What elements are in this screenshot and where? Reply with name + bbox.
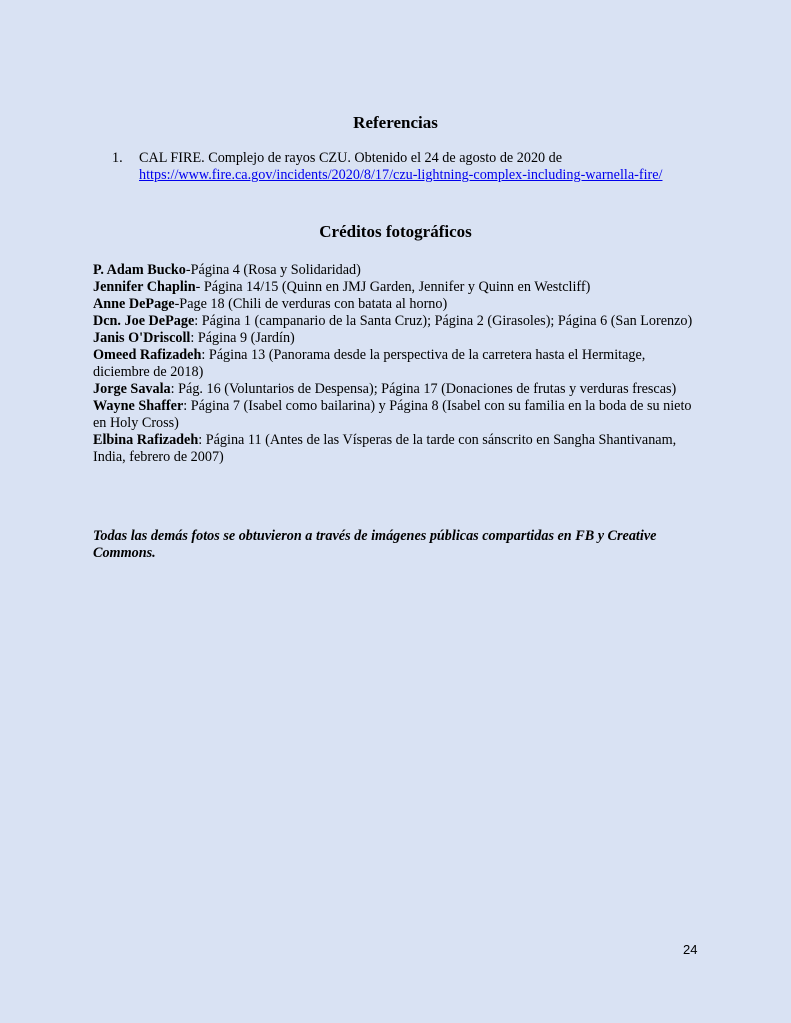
credit-entry xyxy=(93,347,705,381)
credit-text: : Pág. 16 (Voluntarios de Despensa); Página 17 (Donaciones de frutas y verduras frescas) xyxy=(170,381,677,397)
credit-text: : Página 11 (Antes de las Vísperas de la tarde con sánscrito en Sangha Shantivanam, India, febrero de 2007) xyxy=(93,432,677,465)
credit-name: Omeed Rafizadeh xyxy=(93,347,202,363)
reference-link[interactable]: https://www.fire.ca.gov/incidents/2020/8/17/czu-lightning-complex-including-warnella-fire/ xyxy=(139,167,663,183)
credit-entry xyxy=(93,432,705,466)
reference-text: CAL FIRE. Complejo de rayos CZU. Obtenido el 24 de agosto de 2020 de xyxy=(139,150,563,166)
credit-name: Elbina Rafizadeh xyxy=(93,432,199,448)
credit-text: : Página 1 (campanario de la Santa Cruz); Página 2 (Girasoles); Página 6 (San Lorenzo) xyxy=(194,313,693,329)
credit-entry xyxy=(93,381,705,398)
photo-credits-list xyxy=(93,262,705,466)
credit-name: Janis O'Driscoll xyxy=(93,330,191,346)
credit-entry xyxy=(93,398,705,432)
reference-number: 1. xyxy=(112,150,123,166)
credit-name: Dcn. Joe DePage xyxy=(93,313,195,329)
photo-credits-heading: Créditos fotográficos xyxy=(319,222,472,241)
credit-text: -Página 4 (Rosa y Solidaridad) xyxy=(185,262,361,278)
credit-name: Jennifer Chaplin xyxy=(93,279,196,295)
credit-entry xyxy=(93,313,705,330)
credit-text: : Página 13 (Panorama desde la perspectiva de la carretera hasta el Hermitage, diciembre de 2018) xyxy=(93,347,646,380)
closing-note: Todas las demás fotos se obtuvieron a través de imágenes públicas compartidas en FB y Creative Commons. xyxy=(93,528,657,561)
credit-name: Wayne Shaffer xyxy=(93,398,184,414)
credit-text: -Page 18 (Chili de verduras con batata al horno) xyxy=(174,296,448,312)
references-heading: Referencias xyxy=(353,113,438,132)
credit-name: P. Adam Bucko xyxy=(93,262,186,278)
credit-entry xyxy=(93,279,705,296)
credit-entry xyxy=(93,296,705,313)
credit-text: : Página 7 (Isabel como bailarina) y Página 8 (Isabel con su familia en la boda de su nieto en Holy Cross) xyxy=(93,398,692,431)
credit-entry xyxy=(93,330,705,347)
credit-text: : Página 9 (Jardín) xyxy=(190,330,295,346)
credit-text: - Página 14/15 (Quinn en JMJ Garden, Jennifer y Quinn en Westcliff) xyxy=(195,279,591,295)
credit-name: Jorge Savala xyxy=(93,381,171,397)
credit-entry xyxy=(93,262,705,279)
credit-name: Anne DePage xyxy=(93,296,175,312)
references-list xyxy=(112,150,702,184)
reference-item xyxy=(112,150,702,184)
page-number: 24 xyxy=(683,942,698,957)
